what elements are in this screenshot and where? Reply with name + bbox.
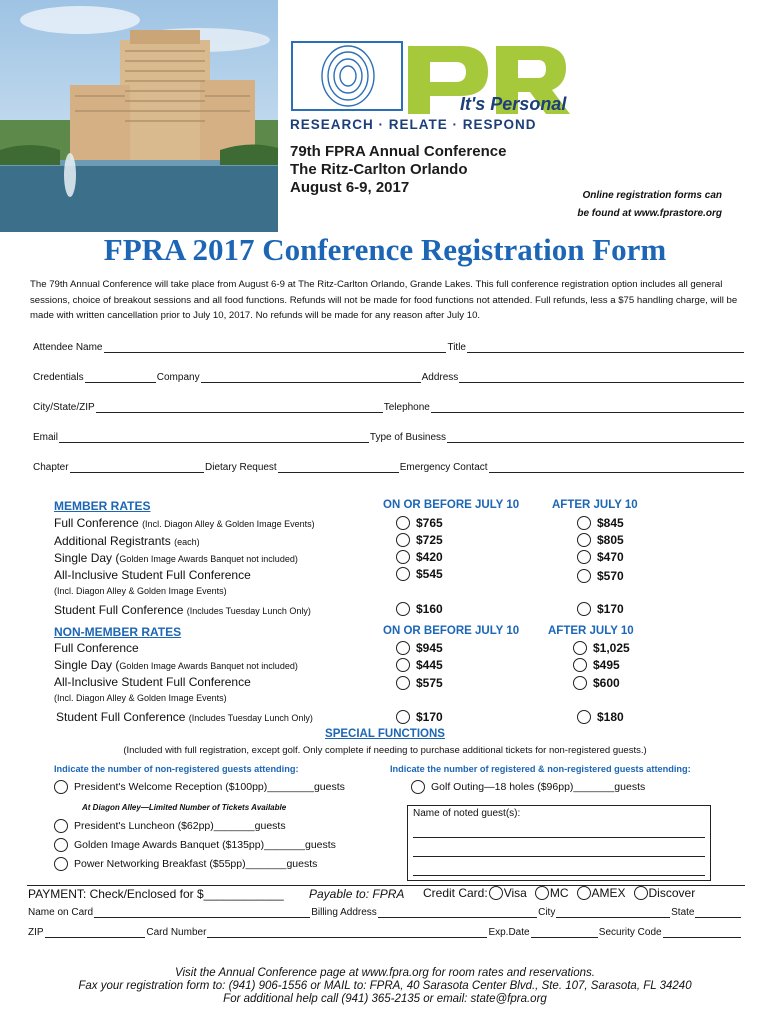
online-note-line2[interactable]: be found at www.fprastore.org [577, 208, 722, 219]
credit-card-options [423, 886, 695, 900]
radio-circle[interactable] [54, 819, 68, 833]
visa-radio[interactable] [489, 886, 503, 900]
attendee-name-label: Attendee Name [33, 342, 103, 353]
member-student-all-early-price: $545 [416, 567, 443, 581]
nonmember-early-heading: ON OR BEFORE JULY 10 [383, 625, 520, 637]
payment-check-label[interactable]: PAYMENT: Check/Enclosed for $____________ [28, 887, 284, 901]
special-functions-note: (Included with full registration, except golf. Only complete if needing to purchase additional tickets for non-registered guests.) [123, 745, 647, 756]
row-card-name [28, 907, 742, 918]
nonmember-full-early-price: $945 [416, 641, 443, 655]
member-early-heading: ON OR BEFORE JULY 10 [383, 499, 520, 511]
member-student-full-early-radio[interactable] [396, 602, 443, 616]
nonmember-single-late-price: $495 [593, 658, 620, 672]
nonmember-student-all-late-radio[interactable] [573, 676, 620, 690]
zip-label: ZIP [28, 927, 44, 938]
member-student-all-label: All-Inclusive Student Full Conference [54, 568, 251, 582]
dietary-field[interactable] [278, 462, 399, 473]
member-additional-late-price: $805 [597, 533, 624, 547]
nonmember-student-all-early-price: $575 [416, 676, 443, 690]
member-single-early-price: $420 [416, 550, 443, 564]
online-note-line1: Online registration forms can [582, 190, 722, 201]
state-label: State [671, 907, 695, 918]
member-student-all-early-radio[interactable] [396, 567, 443, 581]
state-field[interactable] [695, 907, 741, 918]
exp-date-label: Exp.Date [488, 927, 530, 938]
exp-date-field[interactable] [531, 927, 598, 938]
nonmember-student-full-note: (Includes Tuesday Lunch Only) [188, 713, 313, 723]
row-email [33, 432, 745, 443]
name-on-card-field[interactable] [94, 907, 310, 918]
member-full-label [54, 516, 315, 530]
credentials-field[interactable] [85, 372, 156, 383]
nonmember-full-late-price: $1,025 [593, 641, 630, 655]
nonmember-single-note: Golden Image Awards Banquet not included) [119, 661, 298, 671]
member-student-all-late-radio[interactable] [577, 569, 624, 583]
conference-venue: The Ritz-Carlton Orlando [290, 161, 468, 178]
radio-circle[interactable] [396, 567, 410, 581]
special-functions-heading: SPECIAL FUNCTIONS [325, 728, 445, 740]
credentials-label: Credentials [33, 372, 84, 383]
city-label: City [538, 907, 556, 918]
chapter-label: Chapter [33, 462, 69, 473]
nonmember-student-full-text: Student Full Conference [56, 710, 186, 724]
footer-line-1: Visit the Annual Conference page at www.fpra.org for room rates and reservations. [175, 967, 595, 979]
nonmember-single-text: Single Day ( [54, 658, 120, 672]
nonmember-student-all-label: All-Inclusive Student Full Conference [54, 675, 251, 689]
attendee-name-field[interactable] [104, 342, 447, 353]
credit-card-label: Credit Card: [423, 886, 488, 900]
nonmember-late-heading: AFTER JULY 10 [548, 625, 634, 637]
member-single-late-price: $470 [597, 550, 624, 564]
guest-name-line[interactable] [413, 823, 705, 838]
row-attendee [33, 342, 745, 353]
nonmember-student-all-late-price: $600 [593, 676, 620, 690]
nonmember-student-all-early-radio[interactable] [396, 676, 443, 690]
title-field[interactable] [467, 342, 744, 353]
radio-circle[interactable] [396, 533, 410, 547]
networking-breakfast-option[interactable] [54, 857, 317, 871]
radio-circle[interactable] [573, 641, 587, 655]
presidents-luncheon-text: President's Luncheon ($62pp)_______guests [74, 820, 286, 832]
city-state-zip-field[interactable] [96, 402, 383, 413]
discover-radio[interactable] [634, 886, 648, 900]
card-number-field[interactable] [207, 927, 487, 938]
radio-circle[interactable] [411, 780, 425, 794]
member-additional-label [54, 534, 200, 548]
member-full-note: (Incl. Diagon Alley & Golden Image Events) [142, 519, 315, 529]
radio-circle[interactable] [396, 676, 410, 690]
nonmember-student-full-late-price: $180 [597, 710, 624, 724]
company-label: Company [156, 372, 200, 383]
member-full-early-radio[interactable] [396, 516, 443, 530]
member-late-heading: AFTER JULY 10 [552, 499, 638, 511]
emergency-contact-field[interactable] [489, 462, 744, 473]
billing-address-label: Billing Address [311, 907, 377, 918]
golf-outing-option[interactable] [411, 780, 645, 794]
visa-label: Visa [503, 886, 527, 900]
welcome-reception-option[interactable] [54, 780, 345, 794]
footer-line-3: For additional help call (941) 365-2135 or email: state@fpra.org [223, 993, 547, 1005]
presidents-luncheon-option[interactable] [54, 819, 286, 833]
member-single-early-radio[interactable] [396, 550, 443, 564]
mc-label: MC [549, 886, 569, 900]
type-of-business-label: Type of Business [369, 432, 447, 443]
radio-circle[interactable] [396, 516, 410, 530]
header [0, 0, 770, 232]
member-single-text: Single Day ( [54, 551, 120, 565]
nonmember-single-early-radio[interactable] [396, 658, 443, 672]
conference-dates: August 6-9, 2017 [290, 179, 410, 196]
amex-radio[interactable] [577, 886, 591, 900]
member-additional-late-radio[interactable] [577, 533, 624, 547]
member-student-full-label [54, 603, 311, 617]
member-single-late-radio[interactable] [577, 550, 624, 564]
form-title: FPRA 2017 Conference Registration Form [103, 232, 667, 267]
nonmember-single-late-radio[interactable] [573, 658, 620, 672]
member-single-note: Golden Image Awards Banquet not included) [119, 554, 298, 564]
nonmember-full-early-radio[interactable] [396, 641, 443, 655]
nonmember-student-full-early-price: $170 [416, 710, 443, 724]
radio-circle[interactable] [577, 550, 591, 564]
member-additional-note: (each) [174, 537, 200, 547]
row-city [33, 402, 745, 413]
radio-circle[interactable] [396, 550, 410, 564]
nonmember-full-late-radio[interactable] [573, 641, 630, 655]
discover-label: Discover [648, 886, 696, 900]
intro-text: The 79th Annual Conference will take place from August 6-9 at The Ritz-Carlton Orlando, Grande Lakes. This full conference registration option includes all general sessions, choice of breakout sessions and all food functions. Refunds will not be made for food functions not attended. Full refunds, less a $75 handling charge, will be made with written cancellation prior to July 10, 2017. No refunds will be made for any reason after July 10. [30, 279, 738, 321]
member-student-full-late-radio[interactable] [577, 602, 624, 616]
hotel-photo [0, 0, 278, 232]
card-number-label: Card Number [146, 927, 207, 938]
mc-radio[interactable] [535, 886, 549, 900]
row-chapter [33, 462, 745, 473]
nonmember-single-early-price: $445 [416, 658, 443, 672]
address-label: Address [421, 372, 459, 383]
online-note [560, 187, 722, 223]
member-additional-early-radio[interactable] [396, 533, 443, 547]
billing-address-field[interactable] [378, 907, 537, 918]
footer-line-2: Fax your registration form to: (941) 906-1556 or MAIL to: FPRA, 40 Sarasota Center Blvd., Ste. 107, Sarasota, FL 34240 [78, 980, 692, 992]
radio-circle[interactable] [577, 533, 591, 547]
amex-label: AMEX [591, 886, 626, 900]
emergency-contact-label: Emergency Contact [399, 462, 488, 473]
email-label: Email [33, 432, 59, 443]
radio-circle[interactable] [396, 710, 410, 724]
radio-circle[interactable] [396, 658, 410, 672]
member-student-full-late-price: $170 [597, 602, 624, 616]
nonmember-student-full-label [56, 710, 313, 724]
member-full-early-price: $765 [416, 516, 443, 530]
welcome-reception-text: President's Welcome Reception ($100pp)________guests [74, 781, 345, 793]
member-single-label [54, 551, 298, 565]
nonmember-student-full-late-radio[interactable] [577, 710, 624, 724]
guest-names-label: Name of noted guest(s): [413, 808, 521, 819]
diagon-alley-note: At Diagon Alley—Limited Number of Tickets Available [82, 803, 287, 812]
member-full-late-radio[interactable] [577, 516, 624, 530]
tagline: It's Personal [460, 94, 567, 114]
telephone-field[interactable] [431, 402, 744, 413]
member-rates-heading: MEMBER RATES [54, 499, 151, 513]
conference-info [290, 143, 506, 197]
radio-circle[interactable] [54, 857, 68, 871]
row-credentials [33, 372, 745, 383]
member-student-all-late-price: $570 [597, 569, 624, 583]
address-field[interactable] [459, 372, 744, 383]
member-additional-text: Additional Registrants [54, 534, 171, 548]
security-code-label: Security Code [598, 927, 662, 938]
chapter-field[interactable] [70, 462, 204, 473]
city-state-zip-label: City/State/ZIP [33, 402, 95, 413]
radio-circle[interactable] [573, 658, 587, 672]
member-full-text: Full Conference [54, 516, 139, 530]
row-card-number [28, 927, 742, 938]
golden-image-banquet-option[interactable] [54, 838, 336, 852]
title-label: Title [447, 342, 466, 353]
registered-guests-subheading: Indicate the number of registered & non-registered guests attending: [390, 764, 691, 774]
radio-circle[interactable] [577, 516, 591, 530]
nonmember-single-label [54, 658, 298, 672]
member-student-full-text: Student Full Conference [54, 603, 184, 617]
name-on-card-label: Name on Card [28, 907, 94, 918]
radio-circle[interactable] [396, 641, 410, 655]
member-student-full-note: (Includes Tuesday Lunch Only) [186, 606, 311, 616]
company-field[interactable] [201, 372, 421, 383]
nonmember-student-full-early-radio[interactable] [396, 710, 443, 724]
radio-circle[interactable] [54, 780, 68, 794]
email-field[interactable] [59, 432, 369, 443]
golf-outing-text: Golf Outing—18 holes ($96pp)_______guests [431, 781, 646, 793]
city-field[interactable] [556, 907, 670, 918]
nonregistered-guests-subheading: Indicate the number of non-registered guests attending: [54, 764, 299, 774]
radio-circle[interactable] [577, 569, 591, 583]
radio-circle[interactable] [396, 602, 410, 616]
radio-circle[interactable] [573, 676, 587, 690]
fingerprint-icon [322, 46, 374, 106]
zip-field[interactable] [45, 927, 146, 938]
nonmember-rates-heading: NON-MEMBER RATES [54, 625, 182, 639]
member-student-full-early-price: $160 [416, 602, 443, 616]
radio-circle[interactable] [54, 838, 68, 852]
guest-names-box[interactable] [407, 805, 711, 881]
telephone-label: Telephone [383, 402, 430, 413]
guest-name-line[interactable] [413, 861, 705, 876]
motto: RESEARCH · RELATE · RESPOND [290, 117, 537, 132]
nonmember-full-label: Full Conference [54, 641, 139, 655]
nonmember-student-all-note: (Incl. Diagon Alley & Golden Image Events) [54, 693, 227, 703]
member-full-late-price: $845 [597, 516, 624, 530]
member-additional-early-price: $725 [416, 533, 443, 547]
conference-name: 79th FPRA Annual Conference [290, 143, 507, 160]
type-of-business-field[interactable] [447, 432, 744, 443]
radio-circle[interactable] [577, 710, 591, 724]
member-student-all-note: (Incl. Diagon Alley & Golden Image Events) [54, 586, 227, 596]
networking-breakfast-text: Power Networking Breakfast ($55pp)_______guests [74, 858, 318, 870]
security-code-field[interactable] [663, 927, 741, 938]
golden-image-banquet-text: Golden Image Awards Banquet ($135pp)_______guests [74, 839, 336, 851]
payable-to: Payable to: FPRA [309, 887, 405, 901]
guest-name-line[interactable] [413, 842, 705, 857]
radio-circle[interactable] [577, 602, 591, 616]
dietary-label: Dietary Request [205, 462, 277, 473]
